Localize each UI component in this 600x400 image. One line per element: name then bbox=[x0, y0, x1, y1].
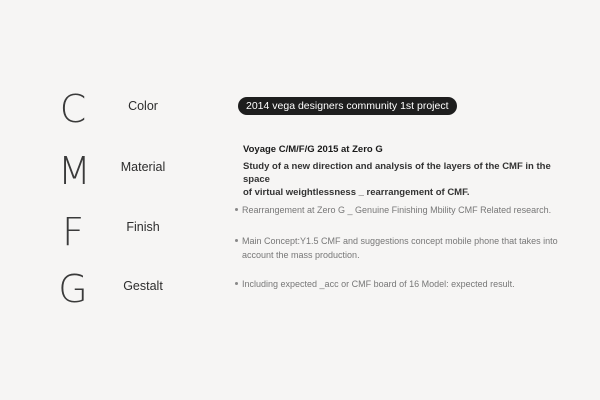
description-line-2: of virtual weightlessness _ rearrangement of CMF. bbox=[243, 187, 470, 198]
letter-m: M bbox=[58, 149, 91, 193]
bullet-text: Including expected _acc or CMF board of 16 Model: expected result. bbox=[242, 279, 515, 289]
bullet-dot-icon bbox=[235, 208, 238, 211]
letter-g: G bbox=[58, 267, 88, 311]
bullet-text-continued: account the mass production. bbox=[242, 250, 360, 260]
word-color: Color bbox=[128, 99, 158, 113]
bullet-item-3 bbox=[235, 277, 565, 291]
project-description bbox=[243, 160, 573, 199]
project-heading: Voyage C/M/F/G 2015 at Zero G bbox=[243, 144, 383, 155]
project-badge: 2014 vega designers community 1st project bbox=[238, 97, 457, 115]
letter-f: F bbox=[62, 210, 84, 254]
bullet-item-1 bbox=[235, 203, 565, 217]
bullet-text: Rearrangement at Zero G _ Genuine Finishing Mbility CMF Related research. bbox=[242, 205, 552, 215]
word-finish: Finish bbox=[126, 220, 160, 234]
description-line-1: Study of a new direction and analysis of the layers of the CMF in the space bbox=[243, 161, 551, 185]
word-gestalt: Gestalt bbox=[123, 279, 163, 293]
word-material: Material bbox=[120, 160, 166, 174]
bullet-text: Main Concept:Y1.5 CMF and suggestions concept mobile phone that takes into bbox=[242, 236, 558, 246]
bullet-item-2 bbox=[235, 234, 565, 262]
bullet-dot-icon bbox=[235, 282, 238, 285]
bullet-dot-icon bbox=[235, 239, 238, 242]
letter-c: C bbox=[59, 87, 87, 131]
